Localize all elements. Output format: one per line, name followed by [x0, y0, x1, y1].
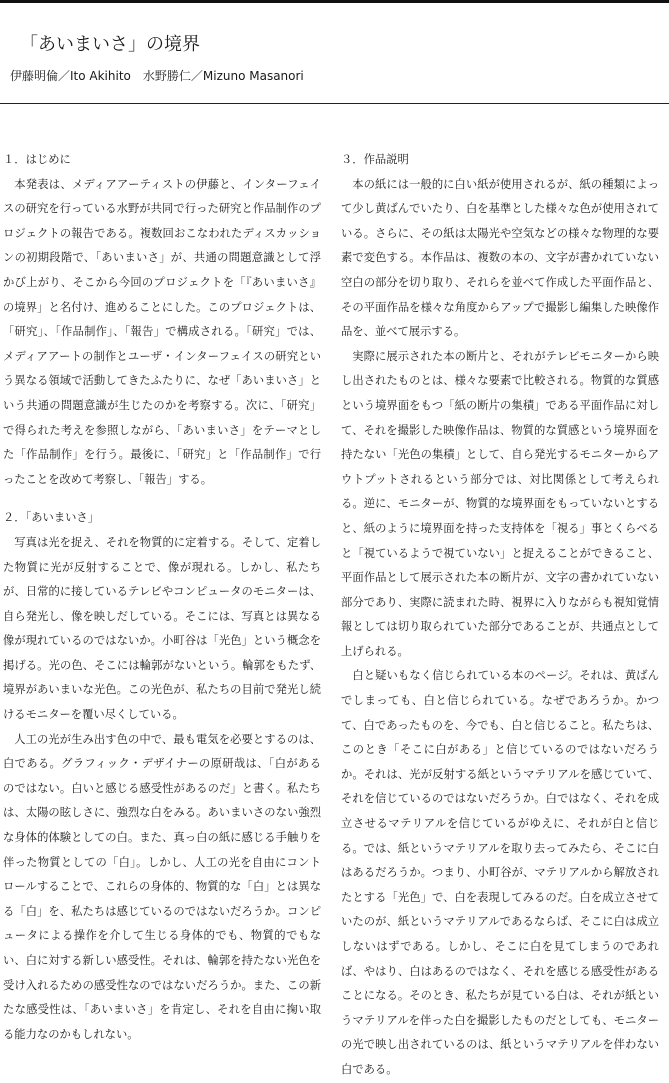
paragraph: 白と疑いもなく信じられている本のページ。それは、黄ばんでしまっても、白と信じられている。なぜであろうか。かつて、白であったものを、今でも、白と信じること。私たちは、このとき「そこに白がある」と信じているのではないだろうか。それは、光が反射する紙というマテリアルを感じていて、それを信じているのではないだろうか。白ではなく、それを成立させるマテリアルを信じているがゆえに、それが白と信じる。では、紙というマテリアルを取り去ってみたら、そこに白はあるだろうか。つまり、小町谷が、マテリアルから解放されたとする「光色」で、白を表現してみるのだ。白を成立させていたのが、紙というマテリアルであるならば、そこに白は成立しないはずである。しかし、そこに白を見てしまうのであれば、やはり、白はあるのではなく、それを感じる感受性があることになる。そのとき、私たちが見ている白は、それが紙というマテリアルを伴った白を撮影したものだとしても、モニターの光で映し出されているのは、紙というマテリアルを伴わない白である。	[341, 669, 659, 1076]
paper-title: 「あいまいさ」の境界	[20, 34, 200, 55]
paragraph: 本発表は、メディアアーティストの伊藤と、インターフェイスの研究を行っている水野が共同で行った研究と作品制作のプロジェクトの報告である。複数回おこなわれたディスカッションの初期段階で、「あいまいさ」が、共通の問題意識として浮かび上がり、そこから今回のプロジェクトを「『あいまいさ』の境界」と名付け、進めることにした。このプロジェクトは、「研究」、「作品制作」、「報告」で構成される。「研究」では、メディアアートの制作とユーザ・インターフェイスの研究という異なる領域で活動してきたふたりに、なぜ「あいまいさ」という共通の問題意識が生じたのかを考察する。次に、「研究」で得られた考えを参照しながら、「あいまいさ」をテーマとした「作品制作」を行う。最後に、「研究」と「作品制作」で行ったことを改めて考察し、「報告」する。	[3, 177, 321, 486]
section-heading: １．はじめに	[3, 153, 71, 166]
section-heading: ３．作品説明	[341, 153, 409, 166]
section-introduction	[3, 148, 321, 492]
section-aimaisa	[3, 506, 321, 1047]
header-rule	[0, 103, 669, 104]
top-rule	[0, 0, 669, 3]
author-line: 伊藤明倫／Ito Akihito 水野勝仁／Mizuno Masanori	[10, 69, 304, 83]
section-work-description	[341, 148, 659, 1083]
left-column	[3, 148, 321, 1047]
paragraph: 写真は光を捉え、それを物質的に定着する。そして、定着した物質に光が反射することで、像が現れる。しかし、私たちが、日常的に接しているテレビやコンピュータのモニターは、自ら発光し、像を映しだしている。そこには、写真とは異なる像が現れているのではないか。小町谷は「光色」という概念を掲げる。光の色、そこには輪郭がないという。輪郭をもたず、境界があいまいな光色。この光色が、私たちの目前で発光し続けるモニターを覆い尽くしている。	[3, 535, 321, 722]
paragraph: 人工の光が生み出す色の中で、最も電気を必要とするのは、白である。グラフィック・デザイナーの原研哉は、「白があるのではない。白いと感じる感受性があるのだ」と書く。私たちは、太陽の眩しさに、強烈な白をみる。あいまいさのない強烈な身体的体験としての白。また、真っ白の紙に感じる手触りを伴った物質としての「白」。しかし、人工の光を自由にコントロールすることで、これらの身体的、物質的な「白」とは異なる「白」を、私たちは感じているのではないだろうか。コンピュータによる操作を介して生じる身体的でも、物質的でもない、白に対する新しい感受性。それは、輪郭を持たない光色を受け入れるための感受性なのではないだろうか。また、この新たな感受性は、「あいまいさ」を肯定し、それを自由に掬い取る能力なのかもしれない。	[3, 732, 321, 1041]
paragraph: 実際に展示された本の断片と、それがテレビモニターから映し出されたものとは、様々な要素で比較される。物質的な質感という境界面をもつ「紙の断片の集積」である平面作品に対して、それを撮影した映像作品は、物質的な質感という境界面を持たない「光色の集積」として、自ら発光するモニターからアウトプットされるという部分では、対比関係として考えられる。逆に、モニターが、物質的な境界面をもっていないとすると、紙のように境界面を持った支持体を「視る」事とくらべると「視ているようで視ていない」と捉えることができること、平面作品として展示された本の断片が、文字の書かれていない部分であり、実際に読まれた時、視界に入りながらも視知覚情報としては切り取られていた部分であることが、共通点として上げられる。	[341, 349, 659, 658]
right-column	[341, 148, 659, 1083]
section-gap	[3, 492, 321, 506]
paragraph: 本の紙には一般的に白い紙が使用されるが、紙の種類によって少し黄ばんでいたり、白を基準とした様々な色が使用されている。さらに、その紙は太陽光や空気などの様々な物理的な要素で変色する。本作品は、複数の本の、文字が書かれていない空白の部分を切り取り、それらを並べて作成した平面作品と、その平面作品を様々な角度からアップで撮影し編集した映像作品を、並べて展示する。	[341, 177, 659, 339]
section-heading: ２．「あいまいさ」	[3, 511, 100, 525]
